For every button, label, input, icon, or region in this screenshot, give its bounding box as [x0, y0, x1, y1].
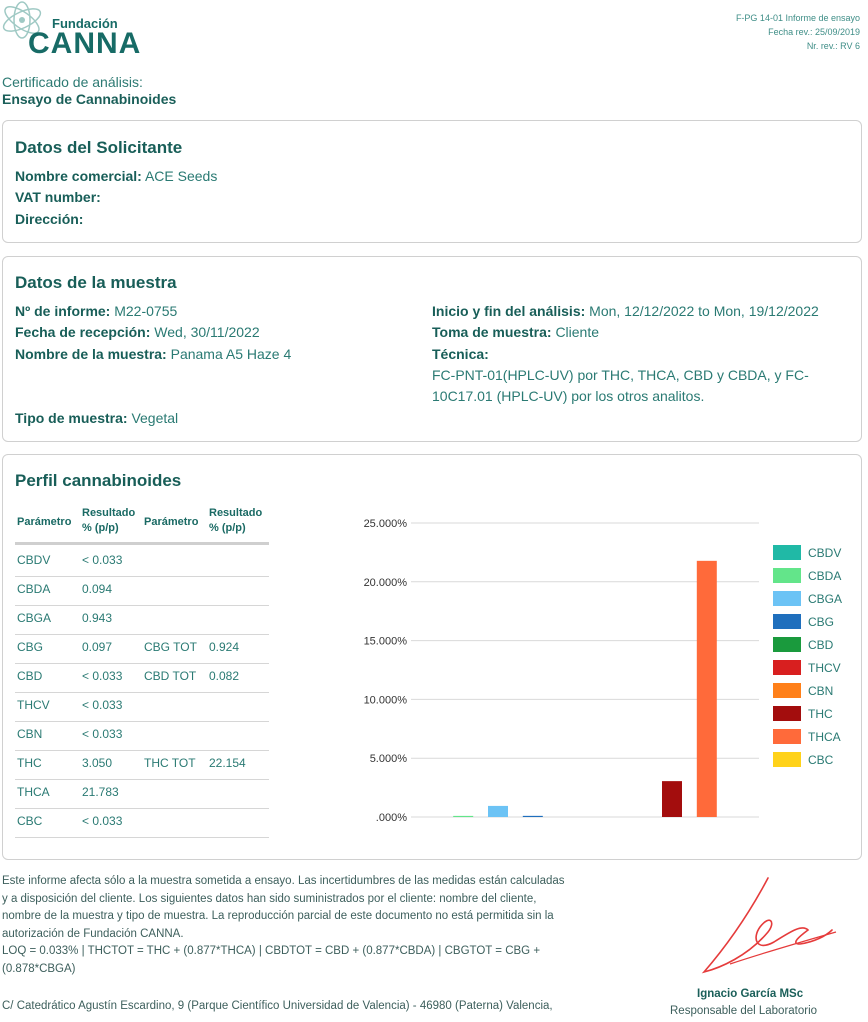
legend-swatch [773, 637, 801, 652]
row-result: < 0.033 [82, 727, 123, 741]
sample-type-field [15, 410, 178, 426]
legend-label: THC [808, 707, 833, 721]
row-result: 3.050 [82, 756, 113, 770]
certificate-subtitle: Ensayo de Cannabinoides [2, 91, 177, 107]
chart-bars [453, 561, 717, 817]
legend-label: CBC [808, 753, 834, 767]
analysis-period-label: Inicio y fin del análisis: [432, 303, 586, 319]
cannabinoid-profile-section [2, 454, 862, 860]
row-parameter: CBN [17, 727, 43, 741]
bar-cbda [453, 816, 473, 817]
disclaimer-line: (0.878*CBGA) [2, 962, 76, 975]
row-parameter-total: CBD TOT [144, 669, 197, 683]
y-tick-label: 20.000% [363, 576, 407, 589]
column-header-result-total-line1: Resultado [209, 507, 263, 519]
row-divider [15, 721, 269, 722]
legend-label: THCA [808, 730, 841, 744]
disclaimer-text [2, 873, 652, 978]
y-tick-label: 10.000% [363, 694, 407, 707]
y-tick-label: 5.000% [369, 753, 407, 766]
row-result-total: 22.154 [209, 756, 246, 770]
disclaimer-line: nombre de la muestra y tipo de muestra. La reproducción parcial de este documento no está permitida sin la [2, 910, 554, 922]
row-result: 0.094 [82, 582, 113, 596]
report-number-label: Nº de informe: [15, 303, 111, 319]
row-parameter-total: THC TOT [144, 756, 196, 770]
row-parameter: CBGA [17, 611, 52, 625]
legend-label: CBD [808, 638, 834, 652]
sample-name-field [15, 346, 291, 362]
sample-name-value: Panama A5 Haze 4 [170, 346, 292, 362]
technique-field [432, 346, 489, 362]
legend-label: CBDV [808, 546, 842, 560]
disclaimer-line: y a disposición del cliente. Los siguientes datos han sido suministrados por el cliente: nombre del cliente, [2, 892, 537, 905]
legend-label: CBN [808, 684, 834, 698]
legend-swatch [773, 660, 801, 675]
legend-label: CBDA [808, 569, 842, 583]
row-parameter: CBC [17, 814, 43, 828]
table-header-divider [15, 542, 269, 545]
revision-date: Fecha rev.: 25/09/2019 [768, 27, 860, 37]
legend-swatch [773, 752, 801, 767]
row-divider [15, 692, 269, 693]
row-parameter-total: CBG TOT [144, 640, 197, 654]
sample-name-label: Nombre de la muestra: [15, 346, 167, 362]
bar-thc [662, 781, 682, 817]
technique-line-2: 10C17.01 (HPLC-UV) por los otros analitos. [432, 388, 705, 404]
sample-type-label: Tipo de muestra: [15, 410, 128, 426]
profile-heading: Perfil cannabinoides [15, 471, 182, 490]
reception-date-label: Fecha de recepción: [15, 324, 151, 340]
row-divider [15, 605, 269, 606]
certificate-title: Certificado de análisis: [2, 74, 143, 90]
row-result: 0.943 [82, 611, 113, 625]
column-header-result-line1: Resultado [82, 507, 136, 519]
commercial-name-label: Nombre comercial: [15, 168, 142, 184]
disclaimer-line: autorización de Fundación CANNA. [2, 927, 184, 940]
bar-cbga [488, 806, 508, 817]
row-result: < 0.033 [82, 698, 123, 712]
row-divider [15, 750, 269, 751]
bar-thca [697, 561, 717, 817]
technique-line-1: FC-PNT-01(HPLC-UV) por THC, THCA, CBD y CBDA, y FC- [432, 367, 809, 383]
column-header-parameter-total: Parámetro [144, 516, 199, 528]
row-result-total: 0.924 [209, 640, 240, 654]
signature-image [690, 872, 840, 982]
lab-address: C/ Catedrático Agustín Escardino, 9 (Parque Científico Universidad de Valencia) - 46980 (Paterna) Valencia, [2, 1000, 553, 1012]
cannabinoid-bar-chart [299, 505, 859, 865]
y-tick-label: 25.000% [363, 518, 407, 530]
revision-number: Nr. rev.: RV 6 [806, 41, 860, 51]
chart-legend [773, 545, 842, 767]
report-number-field [15, 303, 177, 319]
sample-type-value: Vegetal [131, 410, 179, 426]
chart-y-axis [364, 518, 408, 824]
reception-date-field [15, 324, 260, 340]
row-parameter: CBG [17, 640, 44, 654]
analysis-period-value: Mon, 12/12/2022 to Mon, 19/12/2022 [589, 303, 819, 319]
vat-field [15, 189, 101, 205]
row-result-total: 0.082 [209, 669, 240, 683]
legend-swatch [773, 729, 801, 744]
row-result: 21.783 [82, 785, 119, 799]
row-divider [15, 779, 269, 780]
legend-swatch [773, 706, 801, 721]
legend-label: CBG [808, 615, 835, 629]
bar-cbg [523, 816, 543, 817]
sampling-label: Toma de muestra: [432, 324, 552, 340]
row-result: < 0.033 [82, 553, 123, 567]
row-divider [15, 576, 269, 577]
vat-label: VAT number: [15, 189, 101, 205]
y-tick-label: 15.000% [363, 635, 407, 648]
analysis-period-field [432, 303, 819, 319]
row-divider [15, 663, 269, 664]
column-header-result-total [209, 506, 262, 536]
column-header-parameter: Parámetro [17, 516, 72, 528]
disclaimer-line: LOQ = 0.033% | THCTOT = THC + (0.877*THCA) | CBDTOT = CBD + (0.877*CBDA) | CBGTOT = CBG + [2, 945, 541, 957]
row-parameter: THC [17, 756, 42, 770]
legend-swatch [773, 545, 801, 560]
legend-label: THCV [808, 661, 841, 675]
logo-text-fundacion: Fundación [52, 16, 118, 31]
applicant-section [2, 120, 862, 243]
reception-date-value: Wed, 30/11/2022 [154, 324, 260, 340]
row-parameter: CBDA [17, 582, 51, 596]
row-parameter: THCV [17, 698, 50, 712]
sampling-value: Cliente [555, 324, 600, 340]
report-number-value: M22-0755 [114, 303, 178, 319]
disclaimer-line: Este informe afecta sólo a la muestra sometida a ensayo. Las incertidumbres de las medidas están calculadas [2, 875, 565, 887]
row-divider [15, 837, 269, 838]
legend-swatch [773, 614, 801, 629]
logo-text-canna: CANNA [28, 27, 142, 60]
commercial-name-value: ACE Seeds [144, 168, 218, 184]
sampling-field [432, 324, 599, 340]
row-result: < 0.033 [82, 814, 123, 828]
applicant-heading: Datos del Solicitante [15, 138, 183, 157]
column-header-result-line2: % (p/p) [82, 522, 119, 534]
commercial-name-field [15, 168, 217, 184]
address-label: Dirección: [15, 211, 84, 227]
technique-label: Técnica: [432, 346, 489, 362]
sample-section [2, 256, 862, 442]
logo [0, 0, 150, 64]
address-field [15, 211, 83, 227]
legend-label: CBGA [808, 592, 843, 606]
column-header-result [82, 506, 135, 536]
signer-role: Responsable del Laboratorio [670, 1005, 818, 1017]
legend-swatch [773, 683, 801, 698]
row-parameter: CBDV [17, 553, 51, 567]
y-tick-label: .000% [375, 812, 407, 824]
legend-swatch [773, 591, 801, 606]
row-divider [15, 634, 269, 635]
row-parameter: CBD [17, 669, 43, 683]
doc-code: F-PG 14-01 Informe de ensayo [735, 13, 860, 23]
row-parameter: THCA [17, 785, 50, 799]
column-header-result-total-line2: % (p/p) [209, 522, 246, 534]
legend-swatch [773, 568, 801, 583]
row-result: 0.097 [82, 640, 113, 654]
row-divider [15, 808, 269, 809]
sample-heading: Datos de la muestra [15, 273, 177, 292]
signer-name: Ignacio García MSc [697, 988, 804, 1000]
row-result: < 0.033 [82, 669, 123, 683]
